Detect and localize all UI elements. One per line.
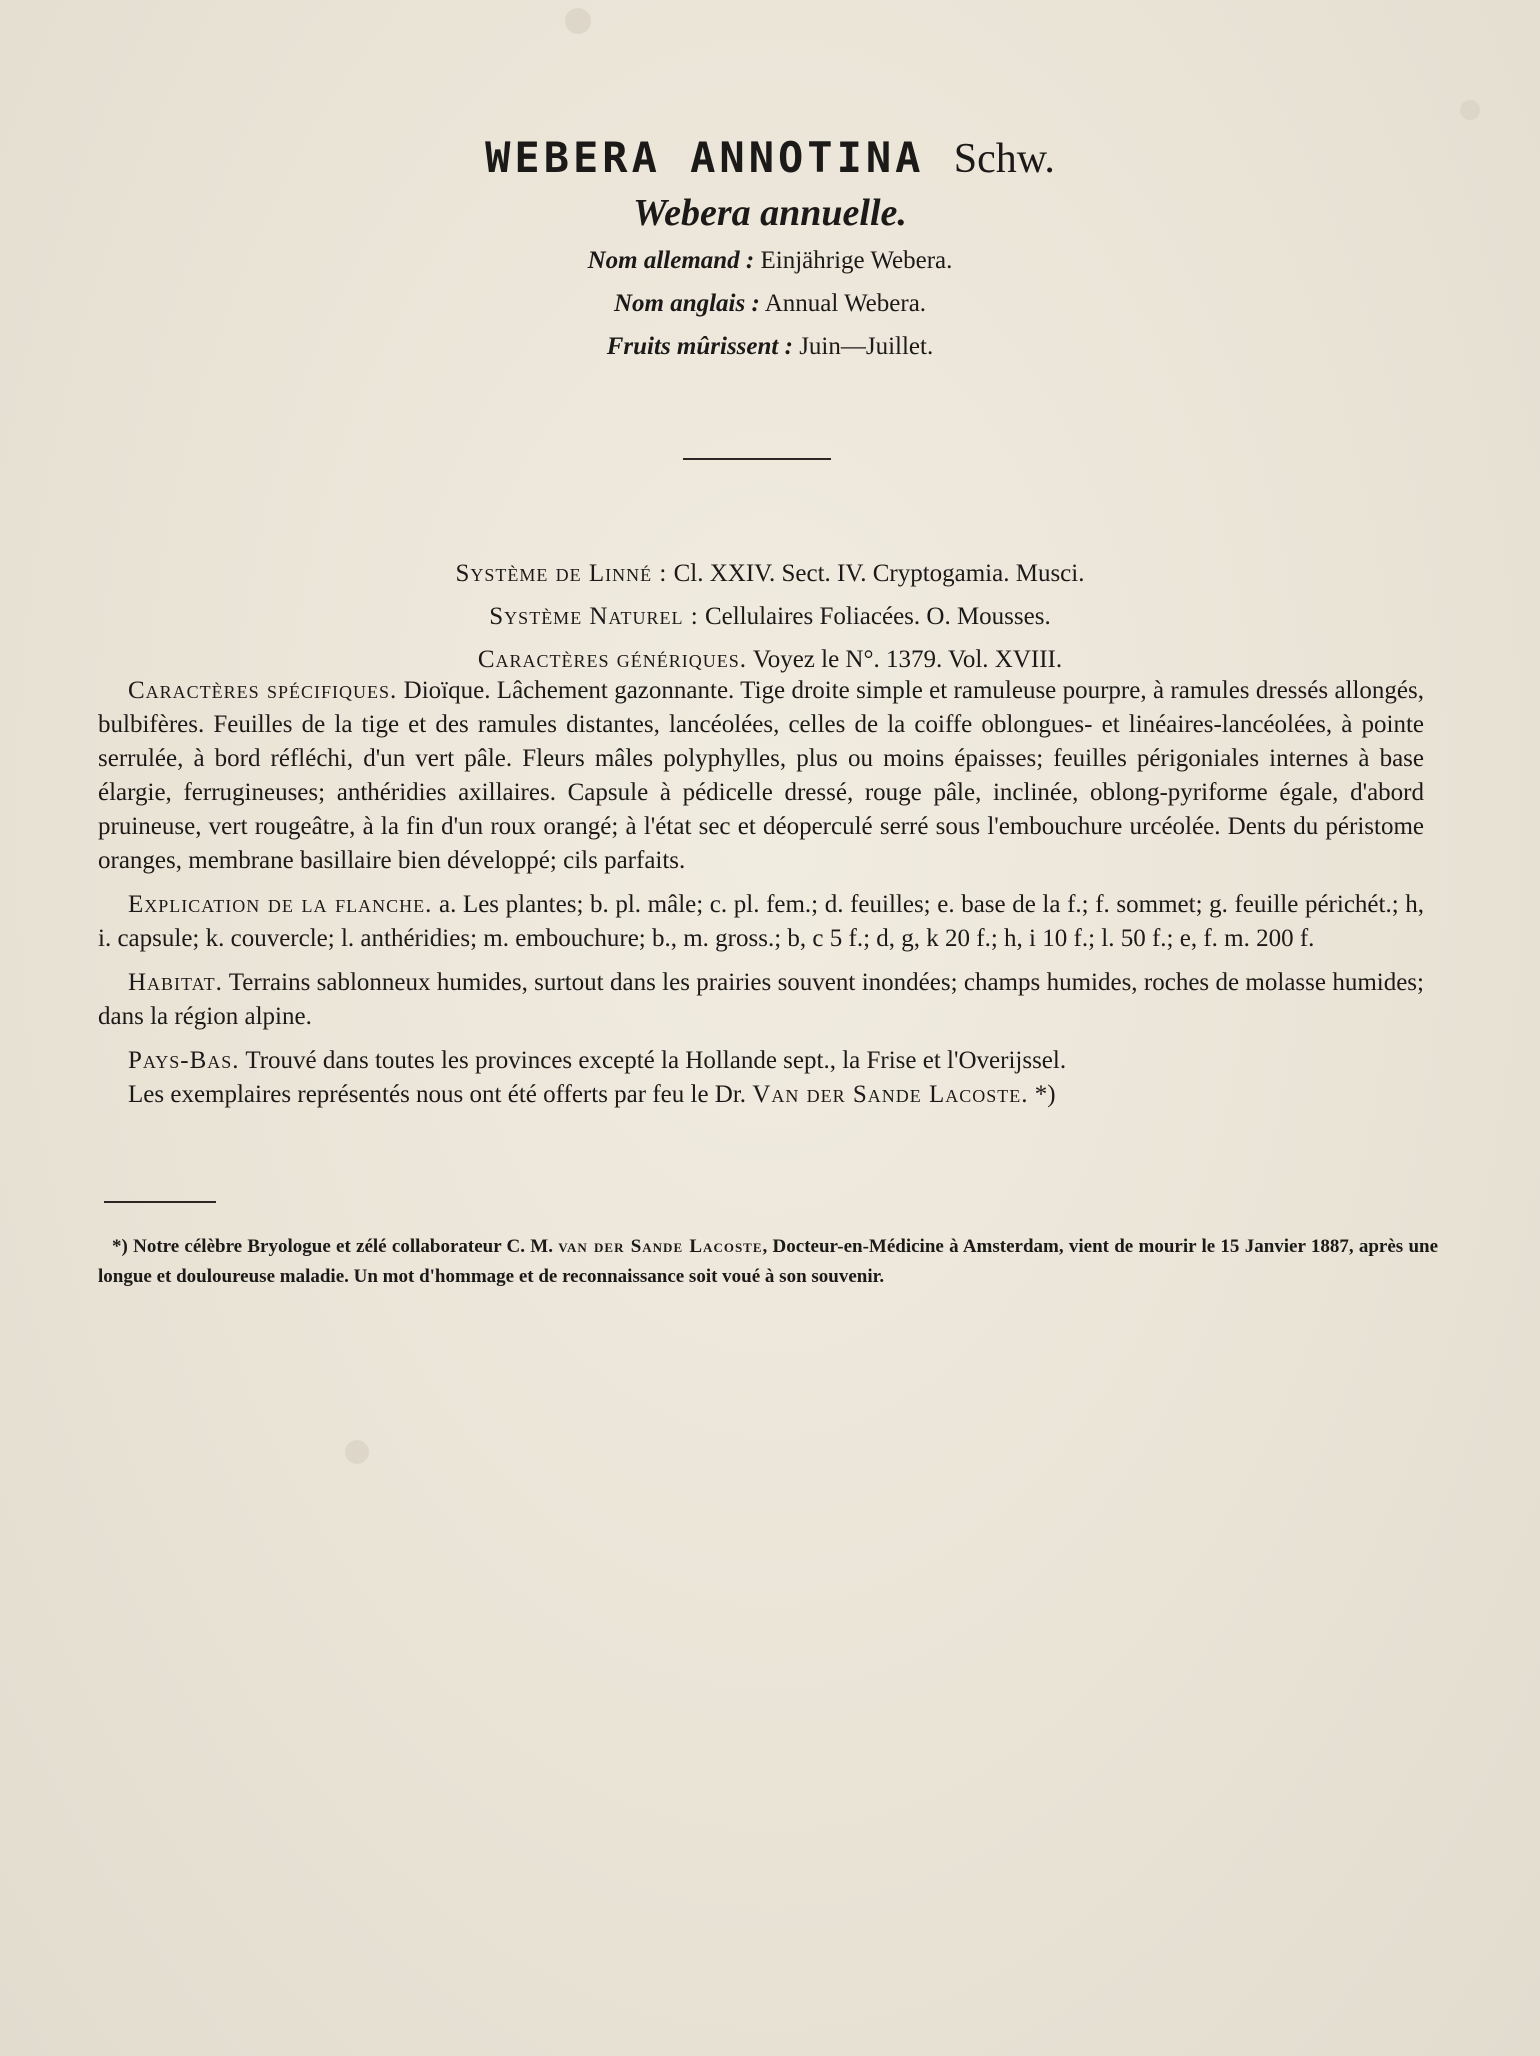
name-english	[0, 282, 1540, 325]
system-linne-text: Cl. XXIV. Sect. IV. Cryptogamia. Musci.	[673, 560, 1085, 587]
name-german-label: Nom allemand :	[587, 247, 755, 274]
fruiting-season	[0, 325, 1540, 368]
footnote-mark: *)	[112, 1236, 128, 1257]
plate-explanation-paragraph	[98, 888, 1424, 956]
species-name: WEBERA ANNOTINA	[485, 133, 925, 182]
fruiting-season-value: Juin—Juillet.	[799, 333, 934, 360]
specimen-donor-name: Van der Sande Lacoste.	[752, 1081, 1029, 1108]
name-german-value: Einjährige Webera.	[760, 247, 953, 274]
system-linne	[0, 552, 1540, 595]
footnote-text-start: Notre célèbre Bryologue et zélé collaborateur C. M.	[133, 1236, 553, 1257]
habitat-paragraph	[98, 966, 1424, 1034]
species-author: Schw.	[953, 136, 1055, 182]
fruiting-season-label: Fruits mûrissent :	[606, 333, 793, 360]
plate-explanation-heading: Explication de la flanche.	[128, 891, 433, 918]
specific-characters-text: Dioïque. Lâchement gazonnante. Tige droite simple et ramuleuse pourpre, à ramules dressés allongés, bulbifères. Feuilles de la tige et des ramules distantes, lancéolées, celles de la coiffe oblongues- et linéaires-lancéolées, à pointe serrulée, à bord réfléchi, d'un vert pâle. Fleurs mâles polyphylles, plus ou moins épaisses; feuilles périgoniales internes à base élargie, ferrugineuses; anthéridies axillaires. Capsule à pédicelle dressé, rouge pâle, inclinée, oblong-pyriforme égale, d'abord pruineuse, vert rougeâtre, à la fin d'un roux orangé; à l'état sec et déoperculé serré sous l'embouchure urcéolée. Dents du péristome oranges, membrane basillaire bien développé; cils parfaits.	[98, 677, 1425, 874]
habitat-text: Terrains sablonneux humides, surtout dans les prairies souvent inondées; champs humides, roches de molasse humides; dans la région alpine.	[98, 969, 1424, 1030]
netherlands-paragraph	[98, 1044, 1424, 1078]
french-name: Webera annuelle.	[633, 192, 907, 234]
specimen-note	[98, 1078, 1424, 1112]
footnote-reference: *)	[1034, 1081, 1056, 1108]
title-divider	[683, 458, 831, 460]
netherlands-heading: Pays-Bas.	[128, 1047, 240, 1074]
footnote	[98, 1232, 1438, 1292]
system-naturel-text: Cellulaires Foliacées. O. Mousses.	[704, 603, 1051, 630]
header	[0, 130, 1540, 368]
paper-spot	[345, 1440, 369, 1464]
page-title	[0, 130, 1540, 187]
specific-characters-heading: Caractères spécifiques.	[128, 677, 398, 704]
specific-characters-paragraph	[98, 674, 1424, 878]
system-naturel-label: Système Naturel :	[489, 603, 699, 630]
footnote-divider	[104, 1201, 216, 1203]
description-body	[98, 674, 1424, 1122]
footnote-name: van der Sande Lacoste	[558, 1236, 763, 1257]
generic-characters-label: Caractères génériques.	[477, 646, 748, 673]
paper-spot	[565, 8, 591, 34]
plate-explanation-text: a. Les plantes; b. pl. mâle; c. pl. fem.; d. feuilles; e. base de la f.; f. sommet; g. feuille périchét.; h, i. capsule; k. couvercle; l. anthéridies; m. embouchure; b., m. gross.; b, c 5 f.; d, g, k 20 f.; h, i 10 f.; l. 50 f.; e, f. m. 200 f.	[98, 891, 1425, 952]
generic-characters-text: Voyez le N°. 1379. Vol. XVIII.	[752, 646, 1063, 673]
classification	[0, 552, 1540, 681]
name-english-label: Nom anglais :	[613, 290, 760, 317]
name-english-value: Annual Webera.	[764, 290, 927, 317]
paper-spot	[1460, 100, 1480, 120]
netherlands-text: Trouvé dans toutes les provinces excepté la Hollande sept., la Frise et l'Overijssel.	[245, 1047, 1067, 1074]
system-linne-label: Système de Linné :	[455, 560, 668, 587]
footnote-text-end: , Docteur-en-Médicine à Amsterdam, vient de mourir le 15 Janvier 1887, après une longue et douloureuse maladie. Un mot d'hommage et de reconnaissance soit voué à son souvenir.	[98, 1236, 1439, 1287]
habitat-heading: Habitat.	[128, 969, 223, 996]
name-german	[0, 239, 1540, 282]
system-naturel	[0, 595, 1540, 638]
specimen-note-text: Les exemplaires représentés nous ont été offerts par feu le Dr.	[128, 1081, 747, 1108]
